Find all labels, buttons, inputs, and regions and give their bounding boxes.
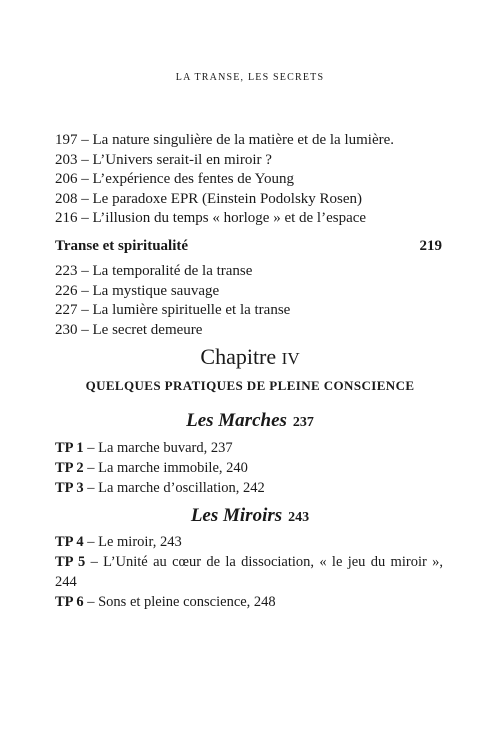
section-heading xyxy=(55,238,442,255)
miroirs-heading xyxy=(0,505,500,527)
tp-entry xyxy=(55,552,443,592)
toc-entry: 203 – L’Univers serait-il en miroir ? xyxy=(55,151,272,168)
marches-title: Les Marches xyxy=(186,410,287,431)
toc-entry: 226 – La mystique sauvage xyxy=(55,282,220,299)
miroirs-title: Les Miroirs xyxy=(190,505,283,526)
miroirs-list xyxy=(55,532,443,612)
marches-heading xyxy=(0,410,500,432)
toc-entry: 223 – La temporalité de la transe xyxy=(55,263,253,279)
section-title: Transe et spiritualité xyxy=(55,238,189,254)
tp-number: TP 4 xyxy=(55,534,84,550)
chapter-title: QUELQUES PRATIQUES DE PLEINE CONSCIENCE xyxy=(85,378,415,393)
chapter-number: IV xyxy=(281,349,300,368)
toc-entry: 197 – La nature singulière de la matière et de la lumière. xyxy=(55,132,395,148)
tp-number: TP 2 xyxy=(55,460,84,476)
chapter-word: Chapitre xyxy=(200,344,277,369)
toc-entry: 216 – L’illusion du temps « horloge » et de l’espace xyxy=(55,210,367,227)
tp-text: – L’Unité au cœur de la dissociation, « le jeu du miroir », 244 xyxy=(55,554,443,590)
toc-entry: 230 – Le secret demeure xyxy=(55,321,203,338)
tp-text: – La marche buvard, 237 xyxy=(83,440,233,456)
tp-text: – La marche immobile, 240 xyxy=(83,460,248,476)
running-head: LA TRANSE, LES SECRETS xyxy=(175,72,325,83)
toc-entry: 206 – L’expérience des fentes de Young xyxy=(55,171,294,188)
tp-number: TP 3 xyxy=(55,480,84,496)
chapter-heading xyxy=(0,344,500,370)
miroirs-page: 243 xyxy=(288,510,310,525)
tp-number: TP 6 xyxy=(55,594,84,610)
toc-top-list xyxy=(55,131,443,229)
tp-number: TP 1 xyxy=(55,440,84,456)
tp-number: TP 5 xyxy=(55,554,86,570)
tp-entry xyxy=(55,592,443,612)
toc-entry: 227 – La lumière spirituelle et la transe xyxy=(55,302,291,319)
tp-entry xyxy=(55,458,443,478)
marches-page: 237 xyxy=(292,415,314,430)
tp-entry xyxy=(55,438,443,458)
toc-section-list xyxy=(55,262,443,340)
section-page: 219 xyxy=(419,238,442,254)
tp-text: – Sons et pleine conscience, 248 xyxy=(83,594,276,610)
tp-text: – La marche d’oscillation, 242 xyxy=(83,480,265,496)
tp-entry xyxy=(55,478,443,498)
toc-entry: 208 – Le paradoxe EPR (Einstein Podolsky Rosen) xyxy=(55,190,363,207)
tp-text: – Le miroir, 243 xyxy=(83,534,182,550)
tp-entry xyxy=(55,532,443,552)
marches-list xyxy=(55,438,443,498)
